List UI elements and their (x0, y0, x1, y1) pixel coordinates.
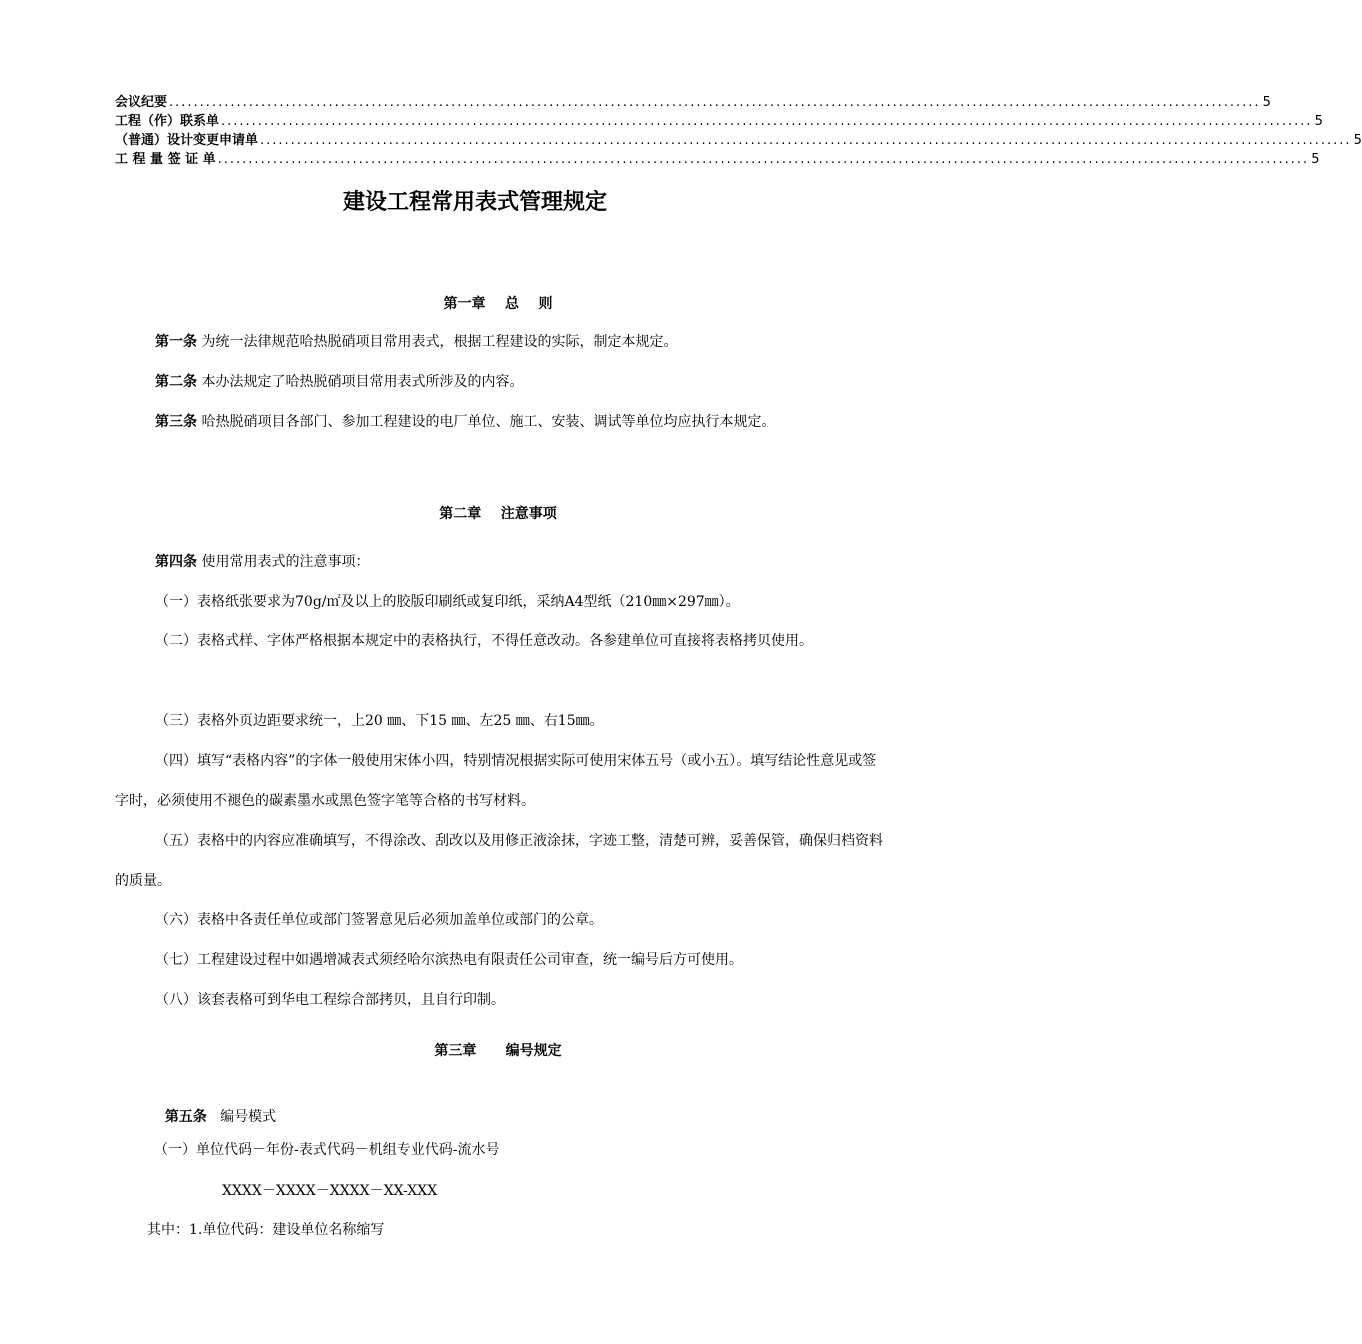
document-title: 建设工程常用表式管理规定 (342, 190, 607, 215)
list-item: （三）表格外页边距要求统一，上20 ㎜、下15 ㎜、左25 ㎜、右15㎜。 (155, 713, 604, 729)
list-item: （八）该套表格可到华电工程综合部拷贝，且自行印制。 (155, 992, 505, 1008)
list-item: （四）填写“表格内容”的字体一般使用宋体小四，特别情况根据实际可使用宋体五号（或小五）。填写结论性意见或签字时，必须使用不褪色的碳素墨水或黑色签字笔等合格的书写材料。 (115, 753, 877, 809)
toc-entry-title: 会议纪要 (115, 95, 168, 110)
table-of-contents (115, 93, 1362, 169)
article-label: 第四条 (155, 554, 197, 570)
numbering-pattern: XXXX－XXXX－XXXX－XX-XXX (222, 1183, 438, 1199)
article-text: 本办法规定了哈热脱硝项目常用表式所涉及的内容。 (197, 374, 524, 390)
article-4 (115, 542, 885, 582)
article-text: 哈热脱硝项目各部门、参加工程建设的电厂单位、施工、安装、调试等单位均应执行本规定。 (197, 414, 776, 430)
toc-leader-dots: .................................................................................................................................................................................. (169, 95, 1261, 110)
chapter-heading: 第二章 注意事项 (439, 506, 557, 522)
article-text: 为统一法律规范哈热脱硝项目常用表式，根据工程建设的实际，制定本规定。 (197, 334, 678, 350)
toc-entry[interactable] (115, 150, 1320, 169)
list-item: （六）表格中各责任单位或部门签署意见后必须加盖单位或部门的公章。 (155, 912, 603, 928)
toc-entry[interactable] (115, 131, 1362, 150)
toc-entry-title: （普通）设计变更申请单 (115, 133, 259, 148)
list-item: （五）表格中的内容应准确填写，不得涂改、刮改以及用修正液涂抹，字迹工整，清楚可辨，妥善保管，确保归档资料的质量。 (115, 833, 883, 889)
toc-leader-dots: .................................................................................................................................................................................. (260, 133, 1352, 148)
article-3 (115, 402, 885, 442)
article-label: 第三条 (155, 414, 197, 430)
note-text: 其中：1.单位代码：建设单位名称缩写 (147, 1222, 385, 1238)
toc-leader-dots: .................................................................................................................................................................................. (221, 114, 1313, 129)
list-item: （一）表格纸张要求为70g/㎡及以上的胶版印刷纸或复印纸，采纳A4型纸（210㎜×297㎜）。 (155, 594, 740, 610)
article-text: 编号模式 (206, 1109, 277, 1125)
article-1 (115, 322, 885, 362)
toc-entry-title: 工 程 量 签 证 单 (115, 152, 216, 167)
toc-entry-title: 工程（作）联系单 (115, 114, 220, 129)
list-item: （二）表格式样、字体严格根据本规定中的表格执行，不得任意改动。各参建单位可直接将表格拷贝使用。 (155, 633, 813, 649)
article-label: 第五条 (164, 1109, 207, 1125)
chapter-heading: 第一章 总 则 (443, 296, 553, 312)
toc-entry-page: 5 (1262, 95, 1271, 110)
toc-entry-page: 5 (1314, 114, 1323, 129)
article-label: 第二条 (155, 374, 197, 390)
toc-entry[interactable] (115, 93, 1271, 112)
toc-leader-dots: .................................................................................................................................................................................. (217, 152, 1310, 167)
toc-entry[interactable] (115, 112, 1323, 131)
chapter-heading: 第三章 编号规定 (434, 1043, 562, 1059)
list-item: （一）单位代码－年份-表式代码－机组专业代码-流水号 (154, 1142, 500, 1158)
article-5 (147, 1090, 276, 1142)
article-2 (115, 362, 885, 402)
list-item: （七）工程建设过程中如遇增减表式须经哈尔滨热电有限责任公司审查，统一编号后方可使用。 (155, 952, 743, 968)
article-text: 使用常用表式的注意事项： (197, 554, 370, 570)
toc-entry-page: 5 (1353, 133, 1362, 148)
toc-entry-page: 5 (1311, 152, 1320, 167)
article-label: 第一条 (155, 334, 197, 350)
